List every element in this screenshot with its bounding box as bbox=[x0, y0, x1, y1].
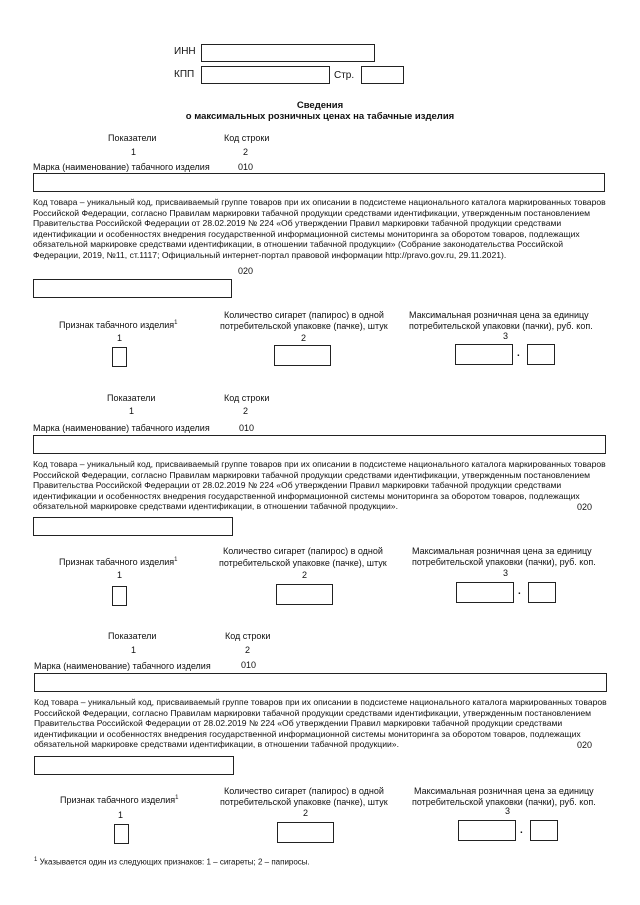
inn-label: ИНН bbox=[174, 46, 196, 57]
quantity-input[interactable] bbox=[274, 345, 331, 366]
line-code-010: 010 bbox=[241, 660, 257, 670]
col-code-header: Код строки bbox=[224, 133, 270, 143]
col-number: 1 bbox=[129, 406, 135, 416]
col-number: 3 bbox=[503, 568, 509, 578]
line-code-020: 020 bbox=[577, 502, 593, 512]
product-code-description: Код товара – уникальный код, присваиваемый группе товаров при их описании в подсистеме национального каталога маркированных товаров Российской Федерации, согласно Правилам маркировки табачной продукции средствами идентификации, утвержденным постановлением Правительства Российской Федерации от 28.02.2019 № 224 «Об утверждении Правил маркировки табачной продукции средствами идентификации и особенностях внедрения государственной информационной системы мониторинга за оборотом товаров, подлежащих обязательной маркировке средствами идентификации, в отношении табачной продукции» (Собрание законодательства Российской Федерации, 2019, №11, ст.1117; Официальный интернет-портал правовой информации http://pravo.gov.ru, 29.11.2021). bbox=[33, 197, 606, 260]
brand-label: Марка (наименование) табачного изделия bbox=[34, 661, 211, 671]
col-indicators-header: Показатели bbox=[108, 631, 157, 641]
line-code-020: 020 bbox=[238, 266, 254, 276]
price-label-line2: потребительской упаковки (пачки), руб. коп. bbox=[409, 321, 593, 331]
brand-input[interactable] bbox=[34, 673, 607, 692]
brand-label: Марка (наименование) табачного изделия bbox=[33, 162, 210, 172]
price-label-line2: потребительской упаковки (пачки), руб. коп. bbox=[412, 557, 596, 567]
decimal-point: . bbox=[518, 586, 521, 597]
decimal-point: . bbox=[520, 825, 523, 836]
qty-label-line1: Количество сигарет (папирос) в одной bbox=[224, 310, 384, 320]
col-number: 2 bbox=[303, 808, 309, 818]
col-number: 1 bbox=[117, 570, 123, 580]
col-indicators-header: Показатели bbox=[108, 133, 157, 143]
inn-field[interactable] bbox=[201, 44, 375, 62]
sign-input[interactable] bbox=[112, 347, 127, 367]
decimal-point: . bbox=[517, 348, 520, 359]
line-code-010: 010 bbox=[238, 162, 254, 172]
qty-label-line2: потребительской упаковке (пачке), штук bbox=[219, 558, 387, 568]
product-code-input[interactable] bbox=[34, 756, 234, 775]
brand-input[interactable] bbox=[33, 173, 605, 192]
sign-input[interactable] bbox=[112, 586, 127, 606]
col-code-header: Код строки bbox=[224, 393, 270, 403]
brand-label: Марка (наименование) табачного изделия bbox=[33, 423, 210, 433]
price-kopecks-input[interactable] bbox=[527, 344, 555, 365]
col-number: 2 bbox=[243, 147, 249, 157]
col-number: 2 bbox=[302, 570, 308, 580]
price-label-line1: Максимальная розничная цена за единицу bbox=[409, 310, 589, 320]
col-number: 2 bbox=[245, 645, 251, 655]
product-code-description: Код товара – уникальный код, присваиваемый группе товаров при их описании в подсистеме национального каталога маркированных товаров Российской Федерации, согласно Правилам маркировки табачной продукции средствами идентификации, утвержденным постановлением Правительства Российской Федерации от 28.02.2019 № 224 «Об утверждении Правил маркировки табачной продукции средствами идентификации и особенностях внедрения государственной информационной системы мониторинга за оборотом товаров, подлежащих обязательной маркировке средствами идентификации, в отношении табачной продукции». bbox=[33, 459, 606, 512]
product-code-input[interactable] bbox=[33, 279, 232, 298]
brand-input[interactable] bbox=[33, 435, 606, 454]
col-number: 2 bbox=[301, 333, 307, 343]
price-rubles-input[interactable] bbox=[458, 820, 516, 841]
sign-label: Признак табачного изделия$^1$ bbox=[59, 557, 178, 567]
page-subtitle: о максимальных розничных ценах на табачные изделия bbox=[185, 111, 455, 122]
sign-label: Признак табачного изделия$^1$ bbox=[59, 320, 178, 330]
price-label-line2: потребительской упаковки (пачки), руб. коп. bbox=[412, 797, 596, 807]
sign-label: Признак табачного изделия$^1$ bbox=[60, 795, 179, 805]
footnote: $^1$ Указывается один из следующих признаков: 1 – сигареты; 2 – папиросы. bbox=[34, 857, 310, 867]
kpp-label: КПП bbox=[174, 69, 195, 80]
product-code-description: Код товара – уникальный код, присваиваемый группе товаров при их описании в подсистеме национального каталога маркированных товаров Российской Федерации, согласно Правилам маркировки табачной продукции средствами идентификации, утвержденным постановлением Правительства Российской Федерации от 28.02.2019 № 224 «Об утверждении Правил маркировки табачной продукции средствами идентификации и особенностях внедрения государственной информационной системы мониторинга за оборотом товаров, подлежащих обязательной маркировке средствами идентификации, в отношении табачной продукции». bbox=[34, 697, 607, 750]
price-kopecks-input[interactable] bbox=[528, 582, 556, 603]
col-indicators-header: Показатели bbox=[107, 393, 156, 403]
price-kopecks-input[interactable] bbox=[530, 820, 558, 841]
page-number-field[interactable] bbox=[361, 66, 404, 84]
page-title: Сведения bbox=[296, 100, 344, 111]
col-number: 2 bbox=[243, 406, 249, 416]
line-code-020: 020 bbox=[577, 740, 593, 750]
quantity-input[interactable] bbox=[277, 822, 334, 843]
price-rubles-input[interactable] bbox=[455, 344, 513, 365]
col-number: 3 bbox=[505, 806, 511, 816]
price-label-line1: Максимальная розничная цена за единицу bbox=[412, 546, 592, 556]
col-number: 1 bbox=[117, 333, 123, 343]
quantity-input[interactable] bbox=[276, 584, 333, 605]
col-number: 1 bbox=[131, 645, 137, 655]
line-code-010: 010 bbox=[239, 423, 255, 433]
price-rubles-input[interactable] bbox=[456, 582, 514, 603]
kpp-field[interactable] bbox=[201, 66, 330, 84]
price-label-line1: Максимальная розничная цена за единицу bbox=[414, 786, 594, 796]
col-number: 1 bbox=[131, 147, 137, 157]
col-number: 1 bbox=[118, 810, 124, 820]
qty-label-line2: потребительской упаковке (пачке), штук bbox=[220, 797, 388, 807]
qty-label-line1: Количество сигарет (папирос) в одной bbox=[223, 546, 383, 556]
qty-label-line2: потребительской упаковке (пачке), штук bbox=[220, 321, 388, 331]
sign-input[interactable] bbox=[114, 824, 129, 844]
qty-label-line1: Количество сигарет (папирос) в одной bbox=[224, 786, 384, 796]
product-code-input[interactable] bbox=[33, 517, 233, 536]
page-label: Стр. bbox=[334, 70, 355, 81]
col-code-header: Код строки bbox=[225, 631, 271, 641]
col-number: 3 bbox=[503, 331, 509, 341]
